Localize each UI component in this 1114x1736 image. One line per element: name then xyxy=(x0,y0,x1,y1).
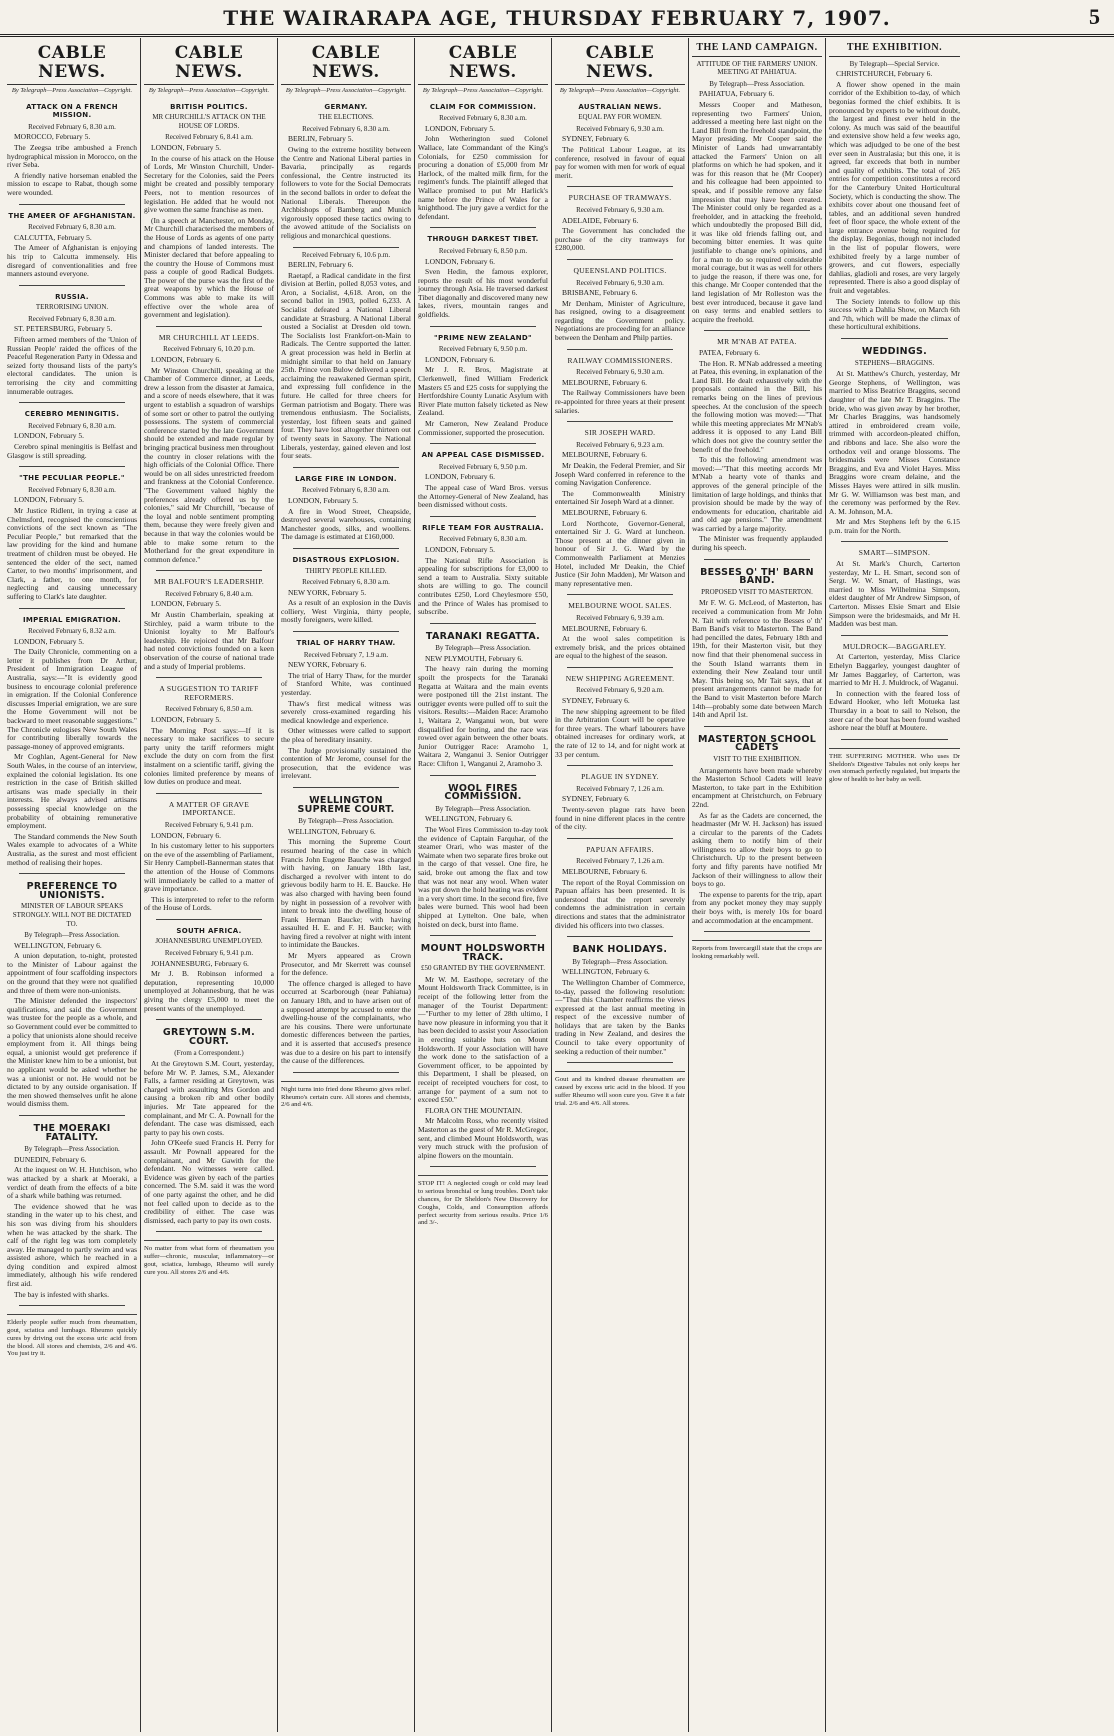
article-paragraph: A friendly native horseman enabled the mission to escape to Rabat, though some were wounded. xyxy=(7,170,137,197)
article-paragraph: The Society intends to follow up this success with a Dahlia Show, on March 6th and 7th, which will be made the climax of these horticultural exhibitions. xyxy=(829,296,960,332)
article-paragraph: Mr Deakin, the Federal Premier, and Sir Joseph Ward conferred in reference to the coming Navigation Conference. xyxy=(555,461,685,488)
byline: By Telegraph—Press Association—Copyright. xyxy=(148,87,270,94)
column-banner: CABLE NEWS. xyxy=(555,44,685,85)
article-paragraph: LONDON, February 5. xyxy=(14,636,84,646)
article-paragraph: FLORA ON THE MOUNTAIN. xyxy=(425,1105,523,1115)
column xyxy=(415,38,552,1732)
article-paragraph: JOHANNESBURG, February 6. xyxy=(151,958,249,968)
column-banner: CABLE NEWS. xyxy=(7,44,137,85)
article-paragraph: LONDON, February 6. xyxy=(425,354,495,364)
article-paragraph: SYDNEY, February 6. xyxy=(562,134,630,144)
article-paragraph: In connection with the feared loss of Edward Hooker, who left Motueka last Thursday in a boat to sail to Nelson, the steer car of the boat has been found washed ashore near the bluff at Moutere. xyxy=(829,688,960,733)
divider xyxy=(567,1062,673,1063)
divider xyxy=(841,635,948,636)
column xyxy=(4,38,141,1732)
article-headline: CLAIM FOR COMMISSION. xyxy=(429,102,537,111)
article-headline: SOUTH AFRICA. xyxy=(176,926,242,935)
article-headline: TRIAL OF HARRY THAW. xyxy=(296,639,396,648)
newspaper-title: THE WAIRARAPA AGE, THURSDAY FEBRUARY 7, 1907. xyxy=(223,6,891,30)
advertisement: Night turns into fried done Rheumo gives relief. Rheumo's certain cure. All stores and chemists, 2/6 and 4/6. xyxy=(281,1081,411,1109)
article-headline: RUSSIA. xyxy=(55,292,89,301)
divider xyxy=(293,631,399,632)
article-headline: MELBOURNE WOOL SALES. xyxy=(568,601,672,611)
article-headline: AUSTRALIAN NEWS. xyxy=(578,102,662,111)
divider xyxy=(19,1115,125,1116)
divider xyxy=(704,330,810,331)
article-paragraph: Mr Cameron, New Zealand Produce Commissioner, supported the prosecution. xyxy=(418,419,548,437)
article-headline: PLAGUE IN SYDNEY. xyxy=(581,772,659,782)
divider xyxy=(704,726,810,727)
article-paragraph: Mr Austin Chamberlain, speaking at Stirchley, paid a warm tribute to the Unionist loyalty to Mr Balfour's leadership. He rejoiced that Mr Balfour had noted convictions founded on a keen observation of the course of national trade and a study of Imperial problems. xyxy=(144,610,274,671)
divider xyxy=(841,541,948,542)
article-paragraph: LONDON, February 5. xyxy=(425,544,495,554)
article-paragraph: The new shipping agreement to be filed in the Arbitration Court will be operative for three years. The wharf labourers have obtained increases for ordinary work, at the rate of 12 to 14, and for night work at 33 per centum. xyxy=(555,706,685,759)
article-paragraph: LONDON, February 5. xyxy=(151,715,221,724)
article-subheading: EQUAL PAY FOR WOMEN. xyxy=(578,113,662,122)
article-headline: AN APPEAL CASE DISMISSED. xyxy=(421,451,545,460)
column-banner: CABLE NEWS. xyxy=(281,44,411,85)
dateline: Received February 6, 8.50 p.m. xyxy=(438,246,528,255)
advertisement: STOP IT! A neglected cough or cold may lead to serious bronchial or lung troubles. Don't take chances, for Dr Sheldon's New Discovery for Coughs, Colds, and Consumption affords perfect security from serious results. Price 1/6 and 3/-. xyxy=(418,1175,548,1227)
article-paragraph: MELBOURNE, February 6. xyxy=(562,377,647,387)
divider xyxy=(567,936,673,937)
article-paragraph: A union deputation, to-night, protested to the Minister of Labour against the appointment of four scaffolding inspectors on the ground that they were not qualified and three of them were non-unionists. xyxy=(7,951,137,995)
article-paragraph: The Minister defended the inspectors' qualifications, and said the Government was trustee for the people as a whole, and so Government could ever be committed to a policy that unionists alone should receive employment from it. All things being equal, a unionist would get preference if the Minister knew him to be a unionist, but no applicant would be asked whether he was a unionist or not. He would not be dictated to by any outside organisation. If the men showed themselves unfit he alone would dismiss them. xyxy=(7,996,137,1109)
article-paragraph: The trial of Harry Thaw, for the murder of Stanford White, was continued yesterday. xyxy=(281,670,411,698)
article-headline: WOOL FIRES COMMISSION. xyxy=(444,782,522,803)
article-paragraph: LONDON, February 6. xyxy=(425,472,495,482)
article-paragraph: ST. PETERSBURG, February 5. xyxy=(14,324,113,334)
divider xyxy=(430,1166,536,1167)
article-headline: RAILWAY COMMISSIONERS. xyxy=(567,355,673,365)
column-banner: CABLE NEWS. xyxy=(144,44,274,85)
article-paragraph: MELBOURNE, February 6. xyxy=(562,507,647,517)
article-headline: PURCHASE OF TRAMWAYS. xyxy=(568,193,672,203)
article-paragraph: John Wetherington sued Colonel Wallace, late Commandant of the King's Colonials, for £250 commission for procuring a donation of £5,000 from Mr Harlock, of the malted milk firm, for the regiment's funds. The plaintiff alleged that Wallace promised to put Mr Harlick's name before the Prince of Wales for a knighthood. The jury gave a verdict for the defendant. xyxy=(418,134,548,221)
divider xyxy=(567,186,673,187)
column-banner: CABLE NEWS. xyxy=(418,44,548,85)
article-headline: MR BALFOUR'S LEADERSHIP. xyxy=(153,577,265,587)
divider xyxy=(841,739,948,740)
article-paragraph: CHRISTCHURCH, February 6. xyxy=(836,69,933,79)
article-paragraph: At St. Mark's Church, Carterton yesterday, Mr L. H. Smart, second son of Sergt. W. W. Smart, of Hastings, was married to Miss Wilhelmina Simpson, eldest daughter of Mr Andrew Simpson, of Carterton. Misses Elsie Smart and Elsie Simpson were the bridesmaids, and Mr H. Madden was best man. xyxy=(829,559,960,629)
dateline: Received February 7, 1.9 a.m. xyxy=(303,650,389,659)
dateline: Received February 6, 9.39 a.m. xyxy=(576,613,664,622)
article-headline: BRITISH POLITICS. xyxy=(170,102,248,111)
article-paragraph: The Wellington Chamber of Commerce, to-day, passed the following resolution:—"That this Chamber reaffirms the views expressed at the last annual meeting in respect of the excessive number of holidays that are taken by the Banks trading in New Zealand, and desires the Council to take every opportunity of seeking a reduction of their number." xyxy=(555,977,685,1056)
dateline: By Telegraph—Press Association. xyxy=(435,644,531,653)
article-headline: THE AMEER OF AFGHANISTAN. xyxy=(8,211,136,220)
article-subheading: PROPOSED VISIT TO MASTERTON. xyxy=(701,587,813,596)
article-paragraph: LONDON, February 5. xyxy=(14,495,84,505)
article-paragraph: Other witnesses were called to support the plea of hereditary insanity. xyxy=(281,726,411,744)
article-paragraph: The Ameer of Afghanistan is enjoying his trip to Calcutta immensely. His disregard of conventionalities and free manners astound everyone. xyxy=(7,243,137,279)
dateline: Received February 6, 8.41 a.m. xyxy=(165,133,253,142)
article-headline: MR CHURCHILL AT LEEDS. xyxy=(158,332,260,342)
divider xyxy=(567,421,673,422)
column xyxy=(141,38,278,1732)
column xyxy=(552,38,689,1732)
column xyxy=(278,38,415,1732)
dateline: Received February 7, 1.26 a.m. xyxy=(576,857,664,866)
column xyxy=(826,38,963,1732)
divider xyxy=(156,570,262,571)
article-paragraph: Mr J. B. Robinson informed a deputation, representing 10,000 unemployed at Johannesburg, that he was giving the clergy £5,000 to meet the present wants of the unemployed. xyxy=(144,969,274,1013)
article-headline: PREFERENCE TO UNIONISTS. xyxy=(26,881,118,901)
article-headline: TARANAKI REGATTA. xyxy=(425,630,541,642)
divider xyxy=(156,1019,262,1020)
divider xyxy=(430,935,536,936)
article-paragraph: Mr J. R. Bros, Magistrate at Clerkenwell, fined William Frederick Masters £5 and £25 costs for supplying the Hertfordshire County Lunatic Asylum with River Plate mutton falsely ticketed as New Zealand. xyxy=(418,365,548,418)
article-subheading: JOHANNESBURG UNEMPLOYED. xyxy=(155,937,263,946)
article-paragraph: The Minister was frequently applauded during his speech. xyxy=(692,534,822,553)
article-paragraph: BERLIN, February 6. xyxy=(288,260,354,270)
article-paragraph: LONDON, February 5. xyxy=(288,495,358,505)
article-paragraph: A flower show opened in the main corridor of the Exhibition to-day, of which begonias formed the chief exhibits. It is pronounced by experts to be without doubt, the largest and finest ever held in the colony. As much was said of the beautiful and extensive show held a few weeks ago, which was adjudged to be one of the best ever seen in Australasia; but this one, it is agreed, far exceeds that both in number and quality of exhibits. The total of 265 entries for competition constitutes a record for the Canterbury United Horticultural Society, which is conducting the show. The exhibits cover about one thousand feet of tables, and an additional seven hundred feet of floor space, the whole extent of the large entrance avenue being required for the display. Begonias, though not included in the list of popular flowers, were exhibited freely by a large number of growers, and cut flowers, especially dahlias, gladioli and roses, are very largely represented. There is also a good display of fruit and vegetables. xyxy=(829,79,960,296)
article-paragraph: Mr Winston Churchill, speaking at the Chamber of Commerce dinner, at Leeds, drew a lesson from the disaster at Jamaica, and a score of needs elsewhere, that it was urgent to establish a squadron of warships of some sort or other to patrol the outlying possessions. The system of commercial conference started by the late Government should be extended and made regular by bringing practical business men throughout the country in closer relations with the high officials of the Colonial Office. There would be on all sides unrestricted freedom and frankness at the Colonial Conference. "The Government valued highly the preferences already offered us by the colonies," said Mr Churchill, "because of the loyal and noble sentiment prompting them, because they were freely given and because in that way the colonies would be able to make some return to the Motherland for the great expenditure in common defence." xyxy=(144,365,274,564)
article-headline: DISASTROUS EXPLOSION. xyxy=(292,555,400,564)
dateline: Received February 6, 8.30 a.m. xyxy=(439,114,527,123)
article-paragraph: WELLINGTON, February 6. xyxy=(562,967,650,977)
article-subheading: MR CHURCHILL'S ATTACK ON THE HOUSE OF LORDS. xyxy=(152,113,266,130)
divider xyxy=(430,326,536,327)
dateline: By Telegraph—Press Association. xyxy=(24,1145,120,1154)
article-paragraph: ADELAIDE, February 6. xyxy=(562,215,639,225)
dateline: Received February 6, 8.30 a.m. xyxy=(28,122,116,131)
article-paragraph: The appeal case of Ward Bros. versus the Attorney-General of New Zealand, has been dismissed without costs. xyxy=(418,482,548,510)
dateline: Received February 7, 1.26 a.m. xyxy=(576,784,664,793)
column-heading: THE LAND CAMPAIGN. xyxy=(692,44,822,57)
divider xyxy=(156,919,262,920)
article-headline: MULDROCK—BAGGARLEY. xyxy=(842,641,947,651)
article-paragraph: LONDON, February 6. xyxy=(151,830,221,840)
article-paragraph: John O'Keefe sued Francis H. Perry for assault. Mr Pownall appeared for the complainant, and Mr Gawith for the defendant. No witnesses were called. Evidence was given by each of the parties concerned. The S.M. said it was the word of one party against the other, and he did not feel called upon to decide as to the credibility of either. The case was dismissed, each party to pay its own costs. xyxy=(144,1138,274,1225)
article-paragraph: WELLINGTON, February 6. xyxy=(425,814,513,824)
dateline: By Telegraph—Special Service. xyxy=(849,59,940,68)
dateline: Received February 6, 9.50 p.m. xyxy=(438,462,528,471)
article-paragraph: MELBOURNE, February 6. xyxy=(562,623,647,633)
article-paragraph: The Government has concluded the purchase of the city tramways for £280,000. xyxy=(555,226,685,253)
divider xyxy=(19,608,125,609)
divider xyxy=(430,227,536,228)
article-headline: BESSES O' TH' BARN BAND. xyxy=(700,566,814,587)
article-paragraph: The Standard commends the New South Wales example to advocates of a White Australia, as the surest and most efficient method of realising their hopes. xyxy=(7,831,137,867)
dateline: By Telegraph—Press Association. xyxy=(435,804,531,813)
article-headline: CEREBRO MENINGITIS. xyxy=(24,410,120,419)
article-paragraph: Fifteen armed members of the 'Union of Russian People' raided the offices of the Peaceful Regeneration Party in Odessa and seized forty thousand lists of the party's electoral candidates. The union is terrorising the city and committing innumerable outrages. xyxy=(7,335,137,396)
article-paragraph: Sven Hedin, the famous explorer, reports the result of his most wonderful journey through Asia. He traversed darkest Tibet diagonally and discovered many new lakes, rivers, mountain ranges and goldfields. xyxy=(418,267,548,320)
divider xyxy=(841,338,948,339)
article-paragraph: LONDON, February 6. xyxy=(425,256,495,266)
byline: By Telegraph—Press Association—Copyright. xyxy=(285,87,407,94)
article-paragraph: The Commonwealth Ministry entertained Sir Joseph Ward at a dinner. xyxy=(555,488,685,507)
article-paragraph: SYDNEY, February 6. xyxy=(562,696,630,706)
article-headline: BANK HOLIDAYS. xyxy=(572,944,668,956)
article-paragraph: This is interpreted to refer to the reform of the House of Lords. xyxy=(144,894,274,913)
article-paragraph: Arrangements have been made whereby the Masterton School Cadets will leave Masterton, to take part in the Exhibition encampment at Christchurch, on February 22nd. xyxy=(692,765,822,809)
column-heading: THE EXHIBITION. xyxy=(829,44,960,57)
article-paragraph: A fire in Wood Street, Cheapside, destroyed several warehouses, containing Manchester goods, silks, and woollens. The damage is estimated at £160,000. xyxy=(281,506,411,542)
divider xyxy=(19,285,125,286)
article-headline: WELLINGTON SUPREME COURT. xyxy=(297,794,395,815)
article-headline: NEW SHIPPING AGREEMENT. xyxy=(565,673,675,683)
divider xyxy=(156,326,262,327)
article-paragraph: The Political Labour League, at its conference, resolved in favour of equal pay for women with men for work of equal merit. xyxy=(555,144,685,180)
article-paragraph: Twenty-seven plague rats have been found in nine different places in the centre of the city. xyxy=(555,805,685,832)
article-paragraph: NEW PLYMOUTH, February 6. xyxy=(425,653,524,663)
dateline: Received February 6, 9.30 a.m. xyxy=(576,368,664,377)
article-paragraph: The Judge provisionally sustained the contention of Mr Jerome, counsel for the prosecution, that the evidence was irrelevant. xyxy=(281,745,411,781)
article-headline: PAPUAN AFFAIRS. xyxy=(586,844,654,854)
article-headline: MOUNT HOLDSWORTH TRACK. xyxy=(420,943,546,963)
dateline: By Telegraph—Press Association. xyxy=(572,957,668,966)
article-headline: LARGE FIRE IN LONDON. xyxy=(295,474,397,483)
divider xyxy=(430,623,536,624)
article-headline: SIR JOSEPH WARD. xyxy=(584,428,656,438)
article-paragraph: CALCUTTA, February 5. xyxy=(14,232,92,242)
dateline: Received February 6, 8.30 a.m. xyxy=(302,486,390,495)
divider xyxy=(156,677,262,678)
divider xyxy=(430,775,536,776)
divider xyxy=(430,443,536,444)
article-subheading: STEPHENS—BRAGGINS. xyxy=(854,358,935,367)
article-paragraph: BERLIN, February 5. xyxy=(288,134,354,144)
article-paragraph: At Carterton, yesterday, Miss Clarice Ethelyn Baggarley, youngest daughter of Mr James Baggarley, of Carterton, was married to Mr H. J. Muldrock, of Waganui. xyxy=(829,652,960,688)
masthead xyxy=(0,0,1114,37)
advertisement: No matter from what form of rheumatism you suffer—chronic, muscular, inflammatory—or gout, sciatica, lumbago, Rheumo will surely cure you. All stores 2/6 and 4/6. xyxy=(144,1240,274,1276)
divider xyxy=(19,204,125,205)
article-paragraph: (In a speech at Manchester, on Monday, Mr Churchill characterised the members of the House of Lords as agents of one party and champions of landed interests. The Minister declared that before appealing to the country the House of Commons must pass a couple of good Radical Budgets. The power of the purse was the first of the great weapons by which the House of Commons was able to make its will effective over the whole area of government and legislation). xyxy=(144,215,274,320)
article-paragraph: Mr W. M. Easthope, secretary of the Mount Holdsworth Track Committee, is in receipt of the following letter from the manager of the Tourist Department:—"Further to my letter of 28th ultimo, I have now pleasure in informing you that it has been decided to assist your Association in erecting suitable huts on Mount Holdsworth. If your Association will have the work done to the satisfaction of a Government officer, to be appointed by this Department, I shall be pleased, on receipt of receipted vouchers for cost, to arrange for payment of a sum not to exceed £50." xyxy=(418,974,548,1105)
article-headline: MASTERTON SCHOOL CADETS xyxy=(697,733,817,754)
divider xyxy=(19,1305,125,1306)
article-subheading: ATTITUDE OF THE FARMERS' UNION. MEETING AT PAHIATUA. xyxy=(696,59,818,77)
article-paragraph: Thaw's first medical witness was severely cross-examined regarding his medical knowledge and experience. xyxy=(281,698,411,725)
dateline: Received February 6, 9.23 a.m. xyxy=(576,440,664,449)
article-paragraph: Raetapf, a Radical candidate in the first division at Berlin, polled 8,053 votes, and Aron, a Socialist, 4,618. Aron, on the second ballot in 1903, polled 6,233. A Socialist defeated a National Liberal candidate at Strasburg. A National Liberal ousted a Socialist at Dresden old town. The Socialists lost Frankfort-on-Main to Radicals. The Centre supported the latter. A great procession was held in Berlin at midnight similar to that held on January 25th. Prince von Bulow delivered a speech acclaiming the reawakened German spirit, and expressing full confidence in the future. He called for three cheers for German patriotism and Bogaty. There was tremendous enthusiasm. The Socialists, yesterday, lost fifteen seats and gained four. They have lost altogether thirteen out of twenty seats in Saxony. The National Liberals, yesterday, gained eleven and lost four seats. xyxy=(281,270,411,461)
article-subheading: £50 GRANTED BY THE GOVERNMENT. xyxy=(420,964,546,973)
divider xyxy=(293,467,399,468)
dateline: Received February 6, 8.40 a.m. xyxy=(165,589,253,598)
article-paragraph: The expense to parents for the trip, apart from any pocket money they may supply their boys with, is merely 10s for board and accommodation at the encampment. xyxy=(692,889,822,925)
article-subheading: THE ELECTIONS. xyxy=(318,113,374,122)
article-headline: "PRIME NEW ZEALAND" xyxy=(434,333,532,342)
article-paragraph: The bay is infested with sharks. xyxy=(14,1289,109,1299)
newspaper-columns xyxy=(4,38,1110,1732)
dateline: Received February 6, 8.50 a.m. xyxy=(165,705,253,714)
article-paragraph: As a result of an explosion in the Davis colliery, West Virginia, thirty people, mostly foreigners, were killed. xyxy=(281,598,411,625)
article-paragraph: The heavy rain during the morning spoilt the prospects for the Taranaki Regatta at Waitara and the main events were postponed till the 21st instant. The outrigger events were pulled off to suit the visitors. Results:—Maiden Race: Aramoho 1, Waitara 2, Wanganui won, but were disqualified for boring, and the race was rowed over again between the other boats. Junior Outrigger Race: Aramoho 1, Waitara 2, Wanganui 3. Senior Outrigger Race: Clifton 1, Wanganui 2, Aramoho 3. xyxy=(418,664,548,768)
article-paragraph: The Railway Commissioners have been re-appointed for three years at their present salaries. xyxy=(555,388,685,415)
article-headline: RIFLE TEAM FOR AUSTRALIA. xyxy=(422,523,544,532)
article-paragraph: At the inquest on W. H. Hutchison, who was attacked by a shark at Moeraki, a verdict of death from the effects of a bite of a shark while bathing was returned. xyxy=(7,1165,137,1201)
page-number: 5 xyxy=(1089,4,1100,29)
divider xyxy=(430,516,536,517)
divider xyxy=(567,594,673,595)
dateline: By Telegraph—Press Association. xyxy=(24,931,120,940)
article-headline: A MATTER OF GRAVE IMPORTANCE. xyxy=(168,799,250,818)
divider xyxy=(704,559,810,560)
article-paragraph: Mr Denham, Minister of Agriculture, has resigned, owing to a disagreement regarding the Government policy. Negotiations are proceeding for an alliance between the Denham and Philp parties. xyxy=(555,298,685,343)
article-paragraph: MELBOURNE, February 6. xyxy=(562,450,647,460)
article-paragraph: Owing to the extreme hostility between the Centre and National Liberal parties in Bavaria, principally as regards confessional, the Centre instructed its followers to vote for the Social Democrats in the second ballots in order to defeat the National Liberals. Thereupon the Archbishops of Bamberg and Munich vigorously opposed these tactics owing to the avowed attitude of the Socialists on religious and monarchical questions. xyxy=(281,144,411,240)
divider xyxy=(19,402,125,403)
article-paragraph: The Morning Post says:—If it is necessary to make sacrifices to secure party unity the tariff reformers might exclude the duty on corn from the first instalment on a scientific tariff, giving the colonies limited preference by means of low duties on produce and meat. xyxy=(144,725,274,787)
advertisement: Elderly people suffer much from rheumatism, gout, sciatica and lumbago. Rheumo quickly cures by driving out the excess uric acid from the blood. All stores and chemists, 2/6 and 4/6. You just try it. xyxy=(7,1314,137,1358)
dateline: Received February 6, 8.30 a.m. xyxy=(28,485,116,494)
divider xyxy=(156,1231,262,1232)
byline: By Telegraph—Press Association—Copyright. xyxy=(559,87,681,94)
article-paragraph: Mr Justice Ridlent, in trying a case at Chelmsford, recognised the conscientious convictions of the sect known as "The Peculiar People," but remarked that the law providing for the kind and humane treatment of children must be obeyed. He sentenced the elder of the sect, named Carter, to two months' imprisonment, and Clark, a father, to one month, for neglecting and causing unnecessary suffering to Clark's late daughter. xyxy=(7,505,137,601)
article-paragraph: Mr Coghlan, Agent-General for New South Wales, in the course of an interview, explained the colonial legislation. Its one restriction in the case of British skilled artisans was made specially in their interests. He always advised artisans possessing special knowledge on the probability of obtaining remunerative employment. xyxy=(7,752,137,831)
article-paragraph: The Hon. R. M'Nab addressed a meeting at Patea, this evening, in explanation of the Land Bill. He dealt exhaustively with the proposals contained in the Bill, his remarks being on the lines of previous speeches. At the conclusion of the speech the following motion was moved:—"That while this meeting appreciates Mr M'Nab's address it is opposed to any Land Bill which does not give the country settler the benefit of the freehold." xyxy=(692,358,822,454)
article-headline: QUEENSLAND POLITICS. xyxy=(573,265,667,275)
article-paragraph: The Wool Fires Commission to-day took the evidence of Captain Farquhar, of the steamer Orari, who was master of the Waimate when two separate fires broke out in the cargo of that vessel. One fire, he said, broke out among the flax and tow that was not near any wool. When water was put down the hold heating was evident in a very short time. In the second fire, five bales were burned. This wool had been shipped at Lyttelton. One bale, when hoisted on deck, burst into flame. xyxy=(418,824,548,929)
article-headline: MR M'NAB AT PATEA. xyxy=(717,337,797,347)
article-paragraph: In the course of his attack on the House of Lords, Mr Winston Churchill, Under-Secretary for the Colonies, said the Peers might be created and possibly temporary Peers, not to mention resources of legislation. He added that he would not give women the same franchise as men. xyxy=(144,153,274,215)
divider xyxy=(293,1072,399,1073)
article-headline: GREYTOWN S.M. COURT. xyxy=(162,1027,256,1047)
article-headline: WEDDINGS. xyxy=(861,346,928,357)
article-paragraph: Cerebro spinal meningitis is Belfast and Glasgow is still spreading. xyxy=(7,442,137,460)
divider xyxy=(156,793,262,794)
dateline: Received February 6, 8.30 a.m. xyxy=(302,124,390,133)
divider xyxy=(293,247,399,248)
dateline: (From a Correspondent.) xyxy=(174,1049,244,1058)
divider xyxy=(567,765,673,766)
article-paragraph: The National Rifle Association is appealing for subscriptions for £3,000 to send a team to Australia. Sixty suitable shots are willing to go. The council contributes £250, Lord Cheylesmore £50, and the Prince of Wales has promised to subscribe. xyxy=(418,555,548,617)
dateline: Received February 6, 8.30 a.m. xyxy=(28,314,116,323)
divider xyxy=(567,259,673,260)
divider xyxy=(567,667,673,668)
article-paragraph: Mr F. W. G. McLeod, of Masterton, has received a communication from Mr John N. Tait with reference to the Besses o' th' Barn Band's visit to Masterton. The Band had pencilled the dates, February 18th and 19th, for their Masterton visit, but they now find that their phenomenal success in the South Island warrants them in extending their New Zealand tour until May. This being so, Mr Tait says, that at present arrangements cannot be made for the Band to visit Masterton before March 14th—probably some date between March 14th and April 1st. xyxy=(692,598,822,720)
article-paragraph: As far as the Cadets are concerned, the headmaster (Mr W. H. Jackson) has issued a circular to the parents of the Cadets asking them to notify him of their willingness to allow their boys to go to Christchurch. Up to the present between forty and fifty parents have notified Mr Jackson of their willingness to allow their boys to go. xyxy=(692,810,822,889)
article-headline: ATTACK ON A FRENCH MISSION. xyxy=(26,102,118,120)
dateline: Received February 6, 8.30 a.m. xyxy=(302,578,390,587)
article-paragraph: PATEA, February 6. xyxy=(699,348,760,357)
article-headline: A SUGGESTION TO TARIFF REFORMERS. xyxy=(159,684,259,702)
article-headline: THROUGH DARKEST TIBET. xyxy=(427,235,539,244)
dateline: Received February 6, 10.20 p.m. xyxy=(163,345,255,354)
article-paragraph: LONDON, February 6. xyxy=(151,355,221,365)
article-paragraph: In his customary letter to his supporters on the eve of the assembling of Parliament, Sir Henry Campbell-Bannerman states that the attention of the House of Commons will immediately be called to a matter of grave importance. xyxy=(144,841,274,894)
article-subheading: THIRTY PEOPLE KILLED. xyxy=(305,566,387,575)
article-paragraph: To this the following amendment was moved:—"That this meeting accords Mr M'Nab a hearty vote of thanks and approves of the general principle of the limitation of large holdings, and thinks that provision should be made by the way of endowments for education, charitable aid and old age pensions." The amendment was carried by a large majority. xyxy=(692,455,822,533)
article-paragraph: BRISBANE, February 6. xyxy=(562,288,638,298)
article-headline: GERMANY. xyxy=(324,102,368,111)
article-paragraph: Mr Myers appeared as Crown Prosecutor, and Mr Skerrett was counsel for the defence. xyxy=(281,951,411,978)
article-paragraph: PAHIATUA, February 6. xyxy=(699,89,775,99)
divider xyxy=(567,838,673,839)
article-paragraph: The Zeegsa tribe ambushed a French hydrographical mission in Morocco, on the river Seba. xyxy=(7,142,137,170)
article-paragraph: At the Greytown S.M. Court, yesterday, before Mr W. P. James, S.M., Alexander Falls, a farmer residing at Greytown, was charged with assaulting Mrs Gordon and causing a broken rib and other bodily injuries. Mr Tate appeared for the complainant, and Mr C. A. Pownall for the defendant. The case was dismissed, each party to pay his own costs. xyxy=(144,1059,274,1137)
column xyxy=(689,38,826,1732)
dateline: Received February 6, 9.30 a.m. xyxy=(576,124,664,133)
article-headline: "THE PECULIAR PEOPLE." xyxy=(19,474,125,483)
article-subheading: MINISTER OF LABOUR SPEAKS STRONGLY. WILL NOT BE DICTATED TO. xyxy=(12,902,132,928)
article-paragraph: DUNEDIN, February 6. xyxy=(14,1154,87,1164)
advertisement: Reports from Invercargill state that the crops are looking remarkably well. xyxy=(692,940,822,961)
article-headline: SMART—SIMPSON. xyxy=(858,548,931,558)
article-paragraph: Lord Northcote, Governor-General, entertained Sir J. G. Ward at luncheon. Those present at the dinner given in honour of Sir J. G. Ward by the Commonwealth Parliament at Menzies Hotel, included Mr Deakin, the Chief Justice (Sir John Madden), Mr Watson and many representative men. xyxy=(555,518,685,588)
article-paragraph: LONDON, February 5. xyxy=(151,599,221,609)
article-paragraph: At St. Matthew's Church, yesterday, Mr George Stephens, of Wellington, was married to Miss Beatrice Braggins, second daughter of the late Mr T. Braggins. The bride, who was given away by her brother, Mr Charles Braggins, was handsomely attired in embroidered cream voile, trimmed with accordeon-pleated chiffon, and ribbons and lace. She also wore the orthodox veil and orange blossoms. The bridesmaids were Misses Constance Braggins, and Eva and Violet Hayes. Miss Braggins wore cream delaine, and the Misses Hayes were attired in silk muslin. Mr G. W. Williamson was best man, and the ceremony was performed by the Rev. A. M. Johnson, M.A. xyxy=(829,369,960,516)
dateline: By Telegraph—Press Association. xyxy=(709,79,805,88)
dateline: Received February 6, 9.41 p.m. xyxy=(164,949,254,958)
dateline: Received February 6, 9.20 a.m. xyxy=(576,686,664,695)
article-paragraph: WELLINGTON, February 6. xyxy=(288,826,376,836)
dateline: Received February 6, 9.50 p.m. xyxy=(438,345,528,354)
divider xyxy=(293,548,399,549)
advertisement: Gout and its kindred disease rheumatism are caused by excess uric acid in the blood. If you suffer Rheumo will soon cure you. Give it a fair trial. 2/6 and 4/6. All stores. xyxy=(555,1071,685,1107)
article-paragraph: The evidence showed that he was standing in the water up to his chest, and his son was diving from his shoulders when he was attacked by the shark. The calf of the right leg was torn completely away. He managed to partly swim and was assisted ashore, which he reached in a dying condition and expired almost immediately, although his wife rendered first aid. xyxy=(7,1201,137,1289)
article-paragraph: The Daily Chronicle, commenting on a letter it publishes from Dr Arthur, President of Immigration League of Australia, says:—"It is evidently good business to encourage colonial preference in emigration. If the Colonial Conference discusses Imperial emigration, we are sure the Home Government will not be backward to meet reasonable suggestions." The Chronicle eulogises New South Wales for contributing liberally towards the passage-money of approved emigrants. xyxy=(7,647,137,751)
article-subheading: VISIT TO THE EXHIBITION. xyxy=(713,754,801,763)
article-paragraph: Mr and Mrs Stephens left by the 6.15 p.m. train for the North. xyxy=(829,517,960,535)
article-subheading: TERRORISING UNION. xyxy=(35,303,109,312)
article-paragraph: Messrs Cooper and Matheson, representing two Farmers' Union, addressed a meeting here last night on the Land Bill from the freehold standpoint, the Mayor presiding. Mr Cooper said the Minister of Lands had unwarrantably attacked the Farmers' Union on all platforms on which he had spoken, and it was for this reason that he (Mr Cooper) and his colleague had been appointed to speak, and if possible remove any false impression that may have been created. The Minister could only be regarded as a freeholder, and in attacking the freehold, which undoubtedly the proposed Bill did, it was like old friends falling out, and becoming bitter enemies. It was quite justifiable to change one's opinions, and for a man to do so required considerable moral courage, but it was as well for others to judge the reason, if there was one, for this change. Mr Cooper contended that the land legislation of Mr Rolleston was the best ever introduced, because it gave land on easy terms and enabled settlers to acquire the freehold. xyxy=(692,99,822,324)
dateline: Received February 6, 9.30 a.m. xyxy=(576,205,664,214)
byline: By Telegraph—Press Association—Copyright. xyxy=(422,87,544,94)
article-paragraph: NEW YORK, February 5. xyxy=(288,587,367,597)
article-paragraph: LONDON, February 5. xyxy=(14,431,84,441)
article-paragraph: The offence charged is alleged to have occurred at Scarborough (near Pahiatua) on January 18th, and to have arisen out of a supposed attempt by accused to enter the dwelling-house of the complainants, who are his cousins. There were unfortunate domestic differences between the parties, and it is asserted that accused's presence was due to a desire on his part to intensify the cause of the differences. xyxy=(281,978,411,1066)
divider xyxy=(19,466,125,467)
article-paragraph: MELBOURNE, February 6. xyxy=(562,866,647,876)
divider xyxy=(567,349,673,350)
dateline: Received February 6, 8.32 a.m. xyxy=(28,627,116,636)
dateline: Received February 6, 8.30 a.m. xyxy=(439,535,527,544)
article-paragraph: MOROCCO, February 5. xyxy=(14,132,91,142)
article-paragraph: NEW YORK, February 6. xyxy=(288,660,367,670)
divider xyxy=(704,931,810,932)
article-paragraph: This morning the Supreme Court resumed hearing of the case in which Francis John Eugene Bauche was charged with having, on January 18th last, discharged a revolver with intent to do grievous bodily harm to H. E. Baucke. He was also charged with having been found by night in possession of a revolver with intent to break into the dwelling house of Frank Herman Baucke; with having assaulted H. E. and F. H. Baucke; with having fired a revolver at night with intent to intimidate the Bauckes. xyxy=(281,837,411,950)
article-paragraph: SYDNEY, February 6. xyxy=(562,794,630,804)
article-headline: THE MOERAKI FATALITY. xyxy=(33,1122,111,1143)
dateline: By Telegraph—Press Association. xyxy=(298,817,394,826)
dateline: Received February 6, 9.41 p.m. xyxy=(164,820,254,829)
dateline: Received February 6, 8.30 a.m. xyxy=(28,421,116,430)
advertisement: THE SUFFERING MOTHER. Who uses Dr Sheldon's Digestive Tabules not only keeps her own stomach perfectly regulated, but imparts the glow of health to her baby as well. xyxy=(829,748,960,784)
article-paragraph: LONDON, February 5. xyxy=(151,142,221,152)
byline: By Telegraph—Press Association—Copyright. xyxy=(11,87,133,94)
article-paragraph: LONDON, February 5. xyxy=(425,123,495,133)
article-paragraph: Mr Malcolm Ross, who recently visited Masterton as the guest of Mr R. McGregor, sent, and climbed Mount Holdsworth, was very much struck with the profusion of alpine flowers on the mountain. xyxy=(418,1116,548,1160)
article-paragraph: At the wool sales competition is extremely brisk, and the prices obtained are equal to the highest of the season. xyxy=(555,634,685,661)
dateline: Received February 6, 8.30 a.m. xyxy=(28,223,116,232)
divider xyxy=(19,873,125,874)
divider xyxy=(293,787,399,788)
article-paragraph: The report of the Royal Commission on Papuan affairs has been presented. It is understood that the report severely condemns the administration in certain directions and states that the administrator divided his officers into two classes. xyxy=(555,877,685,930)
dateline: Received February 6, 10.6 p.m. xyxy=(301,250,391,259)
dateline: Received February 6, 9.30 a.m. xyxy=(576,278,664,287)
article-paragraph: WELLINGTON, February 6. xyxy=(14,940,102,950)
article-headline: IMPERIAL EMIGRATION. xyxy=(22,615,121,624)
